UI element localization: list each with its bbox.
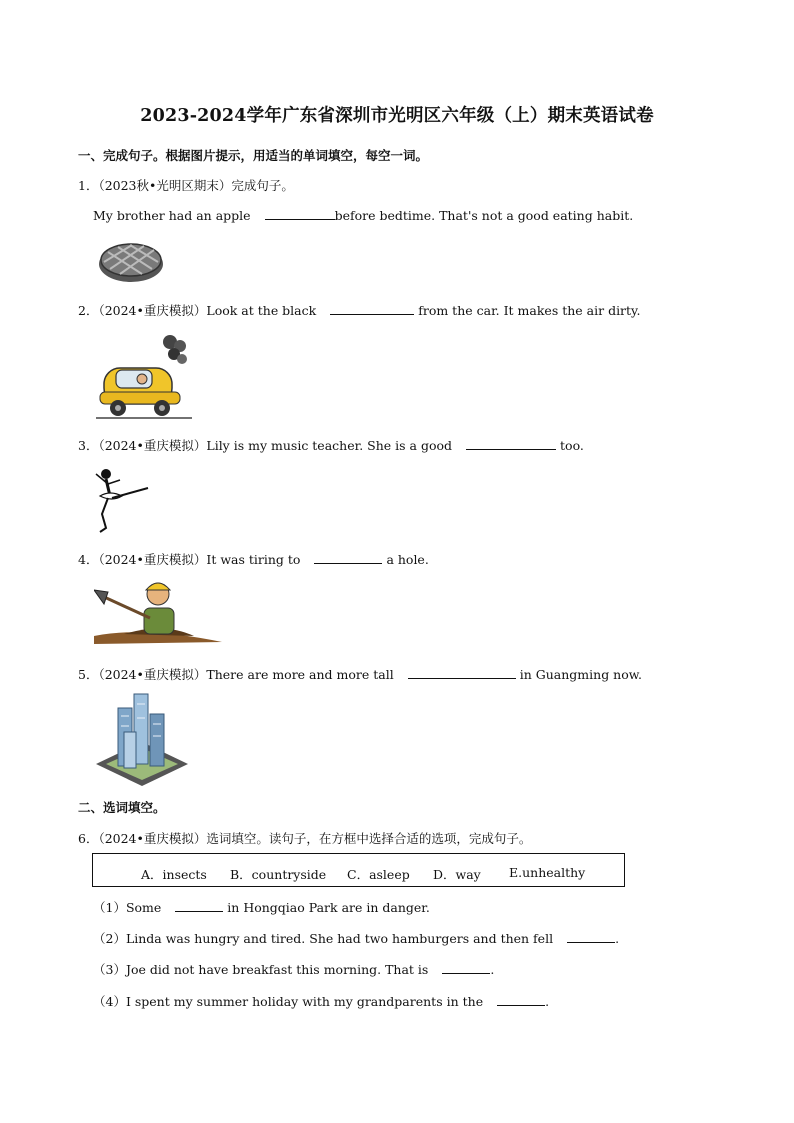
option-d[interactable]: D．way (433, 867, 481, 882)
question-2-text-after: from the car. It makes the air dirty. (418, 303, 641, 318)
question-6-header: 6．（2024•重庆模拟）选词填空。读句子，在方框中选择合适的选项，完成句子。 (78, 831, 532, 846)
item-2-text-before: Linda was hungry and tired. She had two hamburgers and then fell (125, 931, 554, 946)
question-2-text-before: Look at the black (206, 303, 317, 318)
buildings-icon (94, 692, 190, 786)
question-6-item-3 (93, 960, 494, 978)
question-4-text-after: a hole. (386, 552, 429, 567)
item-4-blank[interactable] (497, 993, 545, 1006)
question-5-text-after: in Guangming now. (519, 667, 642, 682)
item-3-number: （3） (93, 962, 126, 977)
question-2-sentence (78, 301, 640, 319)
question-1-text-before: My brother had an apple (93, 208, 251, 223)
option-a[interactable]: A．insects (141, 867, 207, 882)
question-4-text-before: It was tiring to (206, 552, 301, 567)
option-e[interactable]: E.unhealthy (509, 865, 586, 880)
item-3-text-before: Joe did not have breakfast this morning. That is (125, 962, 429, 977)
options-box (92, 853, 625, 887)
item-2-text-after: . (615, 931, 620, 946)
question-5-text-before: There are more and more tall (206, 667, 394, 682)
question-6-item-4 (93, 992, 549, 1010)
item-4-number: （4） (93, 994, 126, 1009)
question-1-blank[interactable] (265, 207, 335, 220)
item-4-text-after: . (545, 994, 550, 1009)
question-6-item-1 (93, 898, 430, 916)
question-5-sentence (78, 665, 642, 683)
question-3-header: 3．（2024•重庆模拟） (78, 438, 207, 453)
item-3-blank[interactable] (442, 961, 490, 974)
item-1-blank[interactable] (175, 899, 223, 912)
question-4-header: 4．（2024•重庆模拟） (78, 552, 207, 567)
car-smoke-icon (96, 332, 196, 422)
question-2-header: 2．（2024•重庆模拟） (78, 303, 207, 318)
question-2-blank[interactable] (330, 302, 414, 315)
question-5-blank[interactable] (408, 666, 516, 679)
question-4-sentence (78, 550, 429, 568)
item-2-number: （2） (93, 931, 126, 946)
question-5-header: 5．（2024•重庆模拟） (78, 667, 207, 682)
option-b[interactable]: B．countryside (230, 867, 327, 882)
question-3-blank[interactable] (466, 437, 556, 450)
question-1-sentence (93, 207, 633, 223)
page-title: 2023-2024学年广东省深圳市光明区六年级（上）期末英语试卷 (140, 106, 654, 126)
question-4-blank[interactable] (314, 551, 382, 564)
digging-icon (94, 578, 224, 648)
item-2-blank[interactable] (567, 930, 615, 943)
item-1-number: （1） (93, 900, 126, 915)
question-3-sentence (78, 436, 584, 454)
apple-pie-icon (98, 238, 164, 284)
item-1-text-before: Some (125, 900, 162, 915)
question-3-text-after: too. (560, 438, 584, 453)
dancer-icon (92, 466, 152, 534)
item-4-text-before: I spent my summer holiday with my grandparents in the (125, 994, 484, 1009)
question-6-item-2 (93, 929, 619, 947)
section-heading-1: 一、完成句子。根据图片提示，用适当的单词填空，每空一词。 (78, 148, 429, 163)
option-c[interactable]: C．asleep (347, 867, 410, 882)
item-1-text-after: in Hongqiao Park are in danger. (227, 900, 430, 915)
item-3-text-after: . (490, 962, 495, 977)
question-3-text-before: Lily is my music teacher. She is a good (206, 438, 453, 453)
section-heading-2: 二、选词填空。 (78, 800, 166, 815)
question-1-header: 1．（2023秋•光明区期末）完成句子。 (78, 178, 294, 193)
question-1-text-after: before bedtime. That's not a good eating habit. (334, 208, 634, 223)
